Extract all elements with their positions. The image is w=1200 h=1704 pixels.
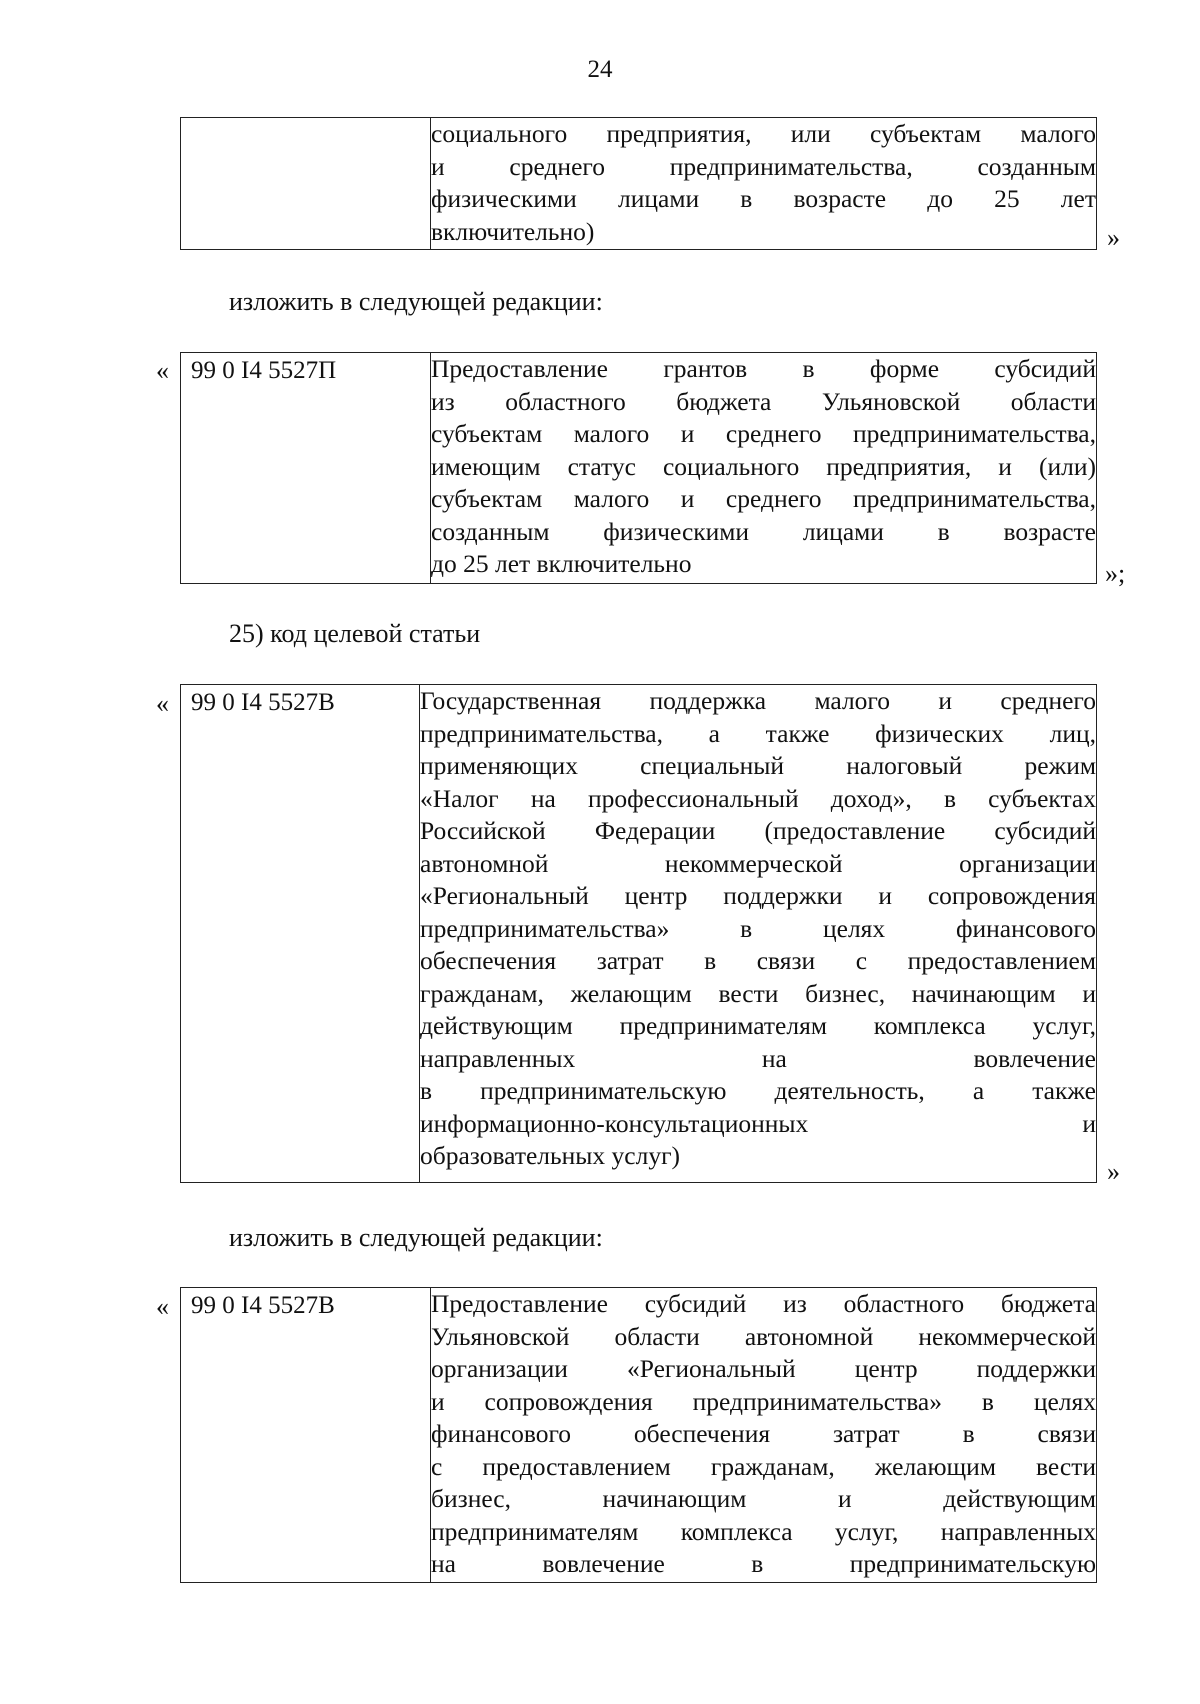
description-line: бизнес, начинающим и действующим bbox=[431, 1484, 1096, 1513]
description-cell bbox=[431, 118, 1097, 250]
table-block-2 bbox=[180, 352, 1097, 584]
description-cell bbox=[431, 1288, 1097, 1583]
description-line: социального предприятия, или субъектам малого bbox=[431, 119, 1096, 148]
closing-quote: » bbox=[1107, 223, 1120, 252]
description-line: на вовлечение в предпринимательскую bbox=[431, 1549, 1096, 1578]
description-line: и среднего предпринимательства, созданным bbox=[431, 151, 1096, 181]
budget-code: 99 0 I4 5527П bbox=[191, 357, 337, 384]
description-line: Российской Федерации (предоставление субсидий bbox=[420, 816, 1096, 845]
description-line: Предоставление субсидий из областного бюджета bbox=[431, 1289, 1096, 1318]
instruction-text: изложить в следующей редакции: bbox=[229, 1223, 603, 1252]
table-block-3 bbox=[180, 684, 1097, 1183]
description-line: в предпринимательскую деятельность, а также bbox=[420, 1076, 1096, 1105]
description-line: созданным физическими лицами в возрасте bbox=[431, 516, 1096, 546]
description-line: предпринимателям комплекса услуг, направленных bbox=[431, 1516, 1096, 1546]
code-cell bbox=[181, 118, 431, 250]
description-line: направленных на вовлечение bbox=[420, 1043, 1096, 1073]
budget-code: 99 0 I4 5527В bbox=[191, 689, 335, 716]
description-line: физическими лицами в возрасте до 25 лет bbox=[431, 184, 1096, 213]
code-cell bbox=[181, 353, 431, 584]
description-line: организации «Региональный центр поддержки bbox=[431, 1354, 1096, 1383]
table-block-1 bbox=[180, 117, 1097, 250]
budget-code bbox=[181, 118, 430, 120]
table-block-4 bbox=[180, 1287, 1097, 1583]
description-line: предпринимательства, а также физических лиц, bbox=[420, 718, 1096, 748]
description-line: «Налог на профессиональный доход», в субъектах bbox=[420, 783, 1096, 813]
description-line: имеющим статус социального предприятия, и (или) bbox=[431, 451, 1096, 481]
code-cell bbox=[181, 1288, 431, 1583]
description-line: автономной некоммерческой организации bbox=[420, 848, 1096, 878]
description-line: применяющих специальный налоговый режим bbox=[420, 751, 1096, 780]
opening-quote: « bbox=[156, 689, 169, 718]
description-line: из областного бюджета Ульяновской области bbox=[431, 386, 1096, 416]
closing-quote: »; bbox=[1105, 559, 1126, 588]
description-line: информационно-консультационных и bbox=[420, 1108, 1096, 1138]
description-line: субъектам малого и среднего предпринимательства, bbox=[431, 484, 1096, 513]
description-line: действующим предпринимателям комплекса услуг, bbox=[420, 1011, 1096, 1040]
description-line: Государственная поддержка малого и среднего bbox=[420, 686, 1096, 715]
description-line: предпринимательства» в целях финансового bbox=[420, 913, 1096, 943]
closing-quote: » bbox=[1107, 1157, 1120, 1186]
instruction-text: изложить в следующей редакции: bbox=[229, 287, 603, 316]
description-line: до 25 лет включительно bbox=[431, 549, 692, 578]
description-line: Предоставление грантов в форме субсидий bbox=[431, 354, 1096, 383]
description-line: обеспечения затрат в связи с предоставлением bbox=[420, 946, 1096, 975]
description-line: «Региональный центр поддержки и сопровождения bbox=[420, 881, 1096, 910]
description-line: образовательных услуг) bbox=[420, 1141, 681, 1170]
description-line: включительно) bbox=[431, 216, 595, 246]
description-line: Ульяновской области автономной некоммерческой bbox=[431, 1321, 1096, 1351]
section-heading: 25) код целевой статьи bbox=[229, 619, 481, 648]
opening-quote: « bbox=[156, 1292, 169, 1321]
description-line: субъектам малого и среднего предпринимательства, bbox=[431, 419, 1096, 448]
description-cell bbox=[431, 353, 1097, 584]
description-line: финансового обеспечения затрат в связи bbox=[431, 1419, 1096, 1448]
code-cell bbox=[181, 685, 420, 1183]
description-cell bbox=[420, 685, 1097, 1183]
description-line: гражданам, желающим вести бизнес, начинающим и bbox=[420, 978, 1096, 1008]
description-line: с предоставлением гражданам, желающим вести bbox=[431, 1451, 1096, 1481]
budget-code: 99 0 I4 5527В bbox=[191, 1292, 335, 1319]
opening-quote: « bbox=[156, 356, 169, 385]
page-number: 24 bbox=[587, 56, 613, 83]
description-line: и сопровождения предпринимательства» в целях bbox=[431, 1386, 1096, 1416]
